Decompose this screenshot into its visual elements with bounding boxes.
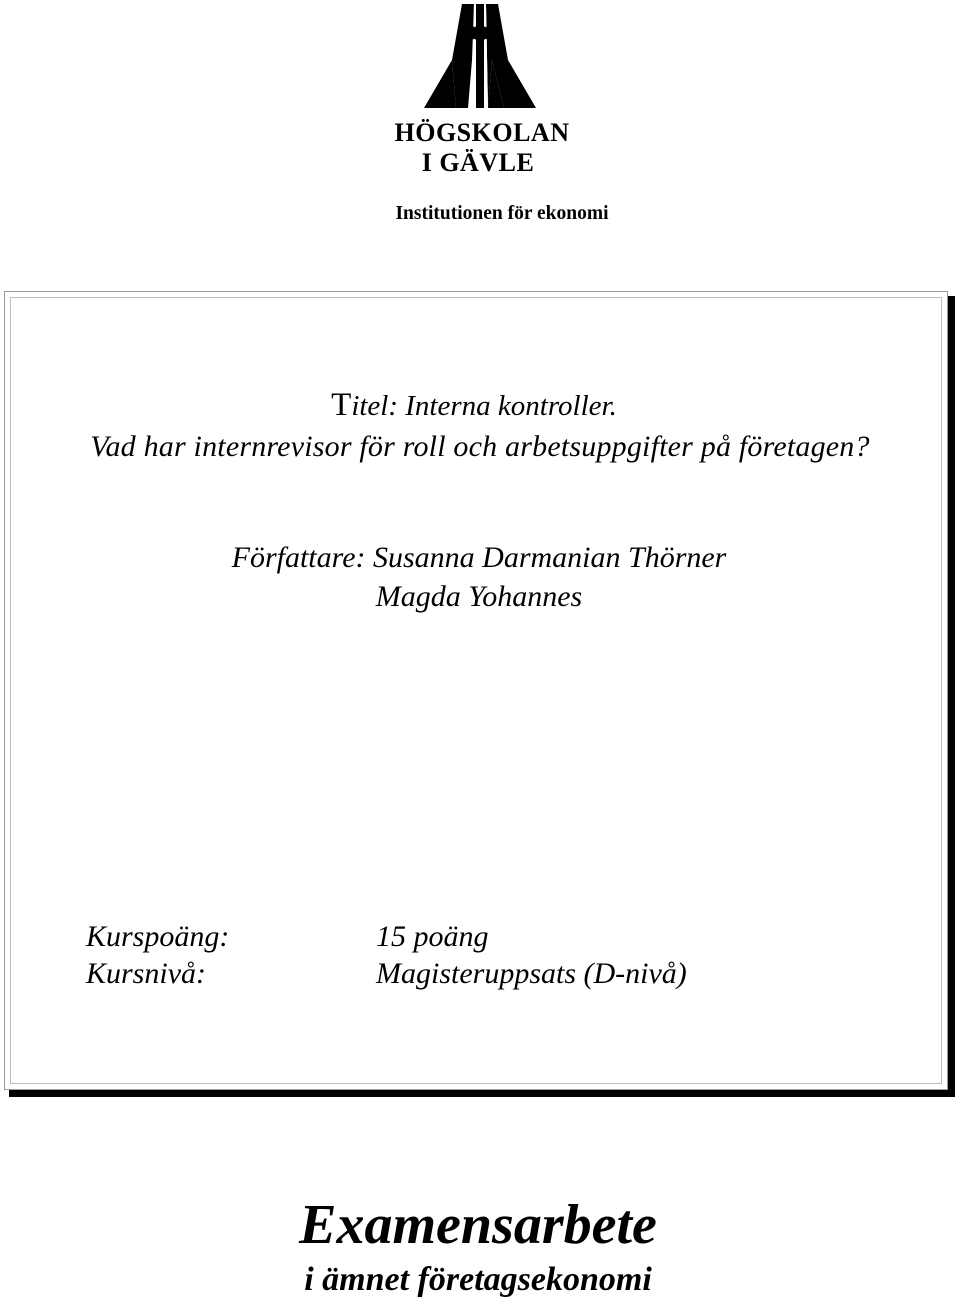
logo-text-line1: HÖGSKOLAN — [394, 118, 570, 147]
thesis-subject: i ämnet företagsekonomi — [304, 1261, 652, 1298]
university-emblem-icon — [412, 0, 548, 118]
university-logo — [380, 0, 580, 180]
logo-text-line2: I GÄVLE — [421, 148, 535, 177]
thesis-type-heading: Examensarbete — [299, 1194, 657, 1256]
course-points-value: 15 poäng — [376, 920, 489, 953]
title-rest: itel: Interna kontroller. — [351, 390, 617, 422]
thesis-title-line1 — [0, 386, 948, 425]
course-points-label: Kurspoäng: — [86, 920, 230, 953]
title-initial: T — [331, 387, 352, 423]
authors-line2: Magda Yohannes — [375, 580, 583, 613]
department-name: Institutionen för ekonomi — [395, 203, 609, 224]
authors-line1: Författare: Susanna Darmanian Thörner — [231, 541, 727, 574]
course-level-value: Magisteruppsats (D-nivå) — [376, 957, 687, 990]
thesis-title-line2: Vad har internrevisor för roll och arbetsuppgifter på företagen? — [90, 430, 870, 463]
course-level-label: Kursnivå: — [86, 957, 206, 990]
